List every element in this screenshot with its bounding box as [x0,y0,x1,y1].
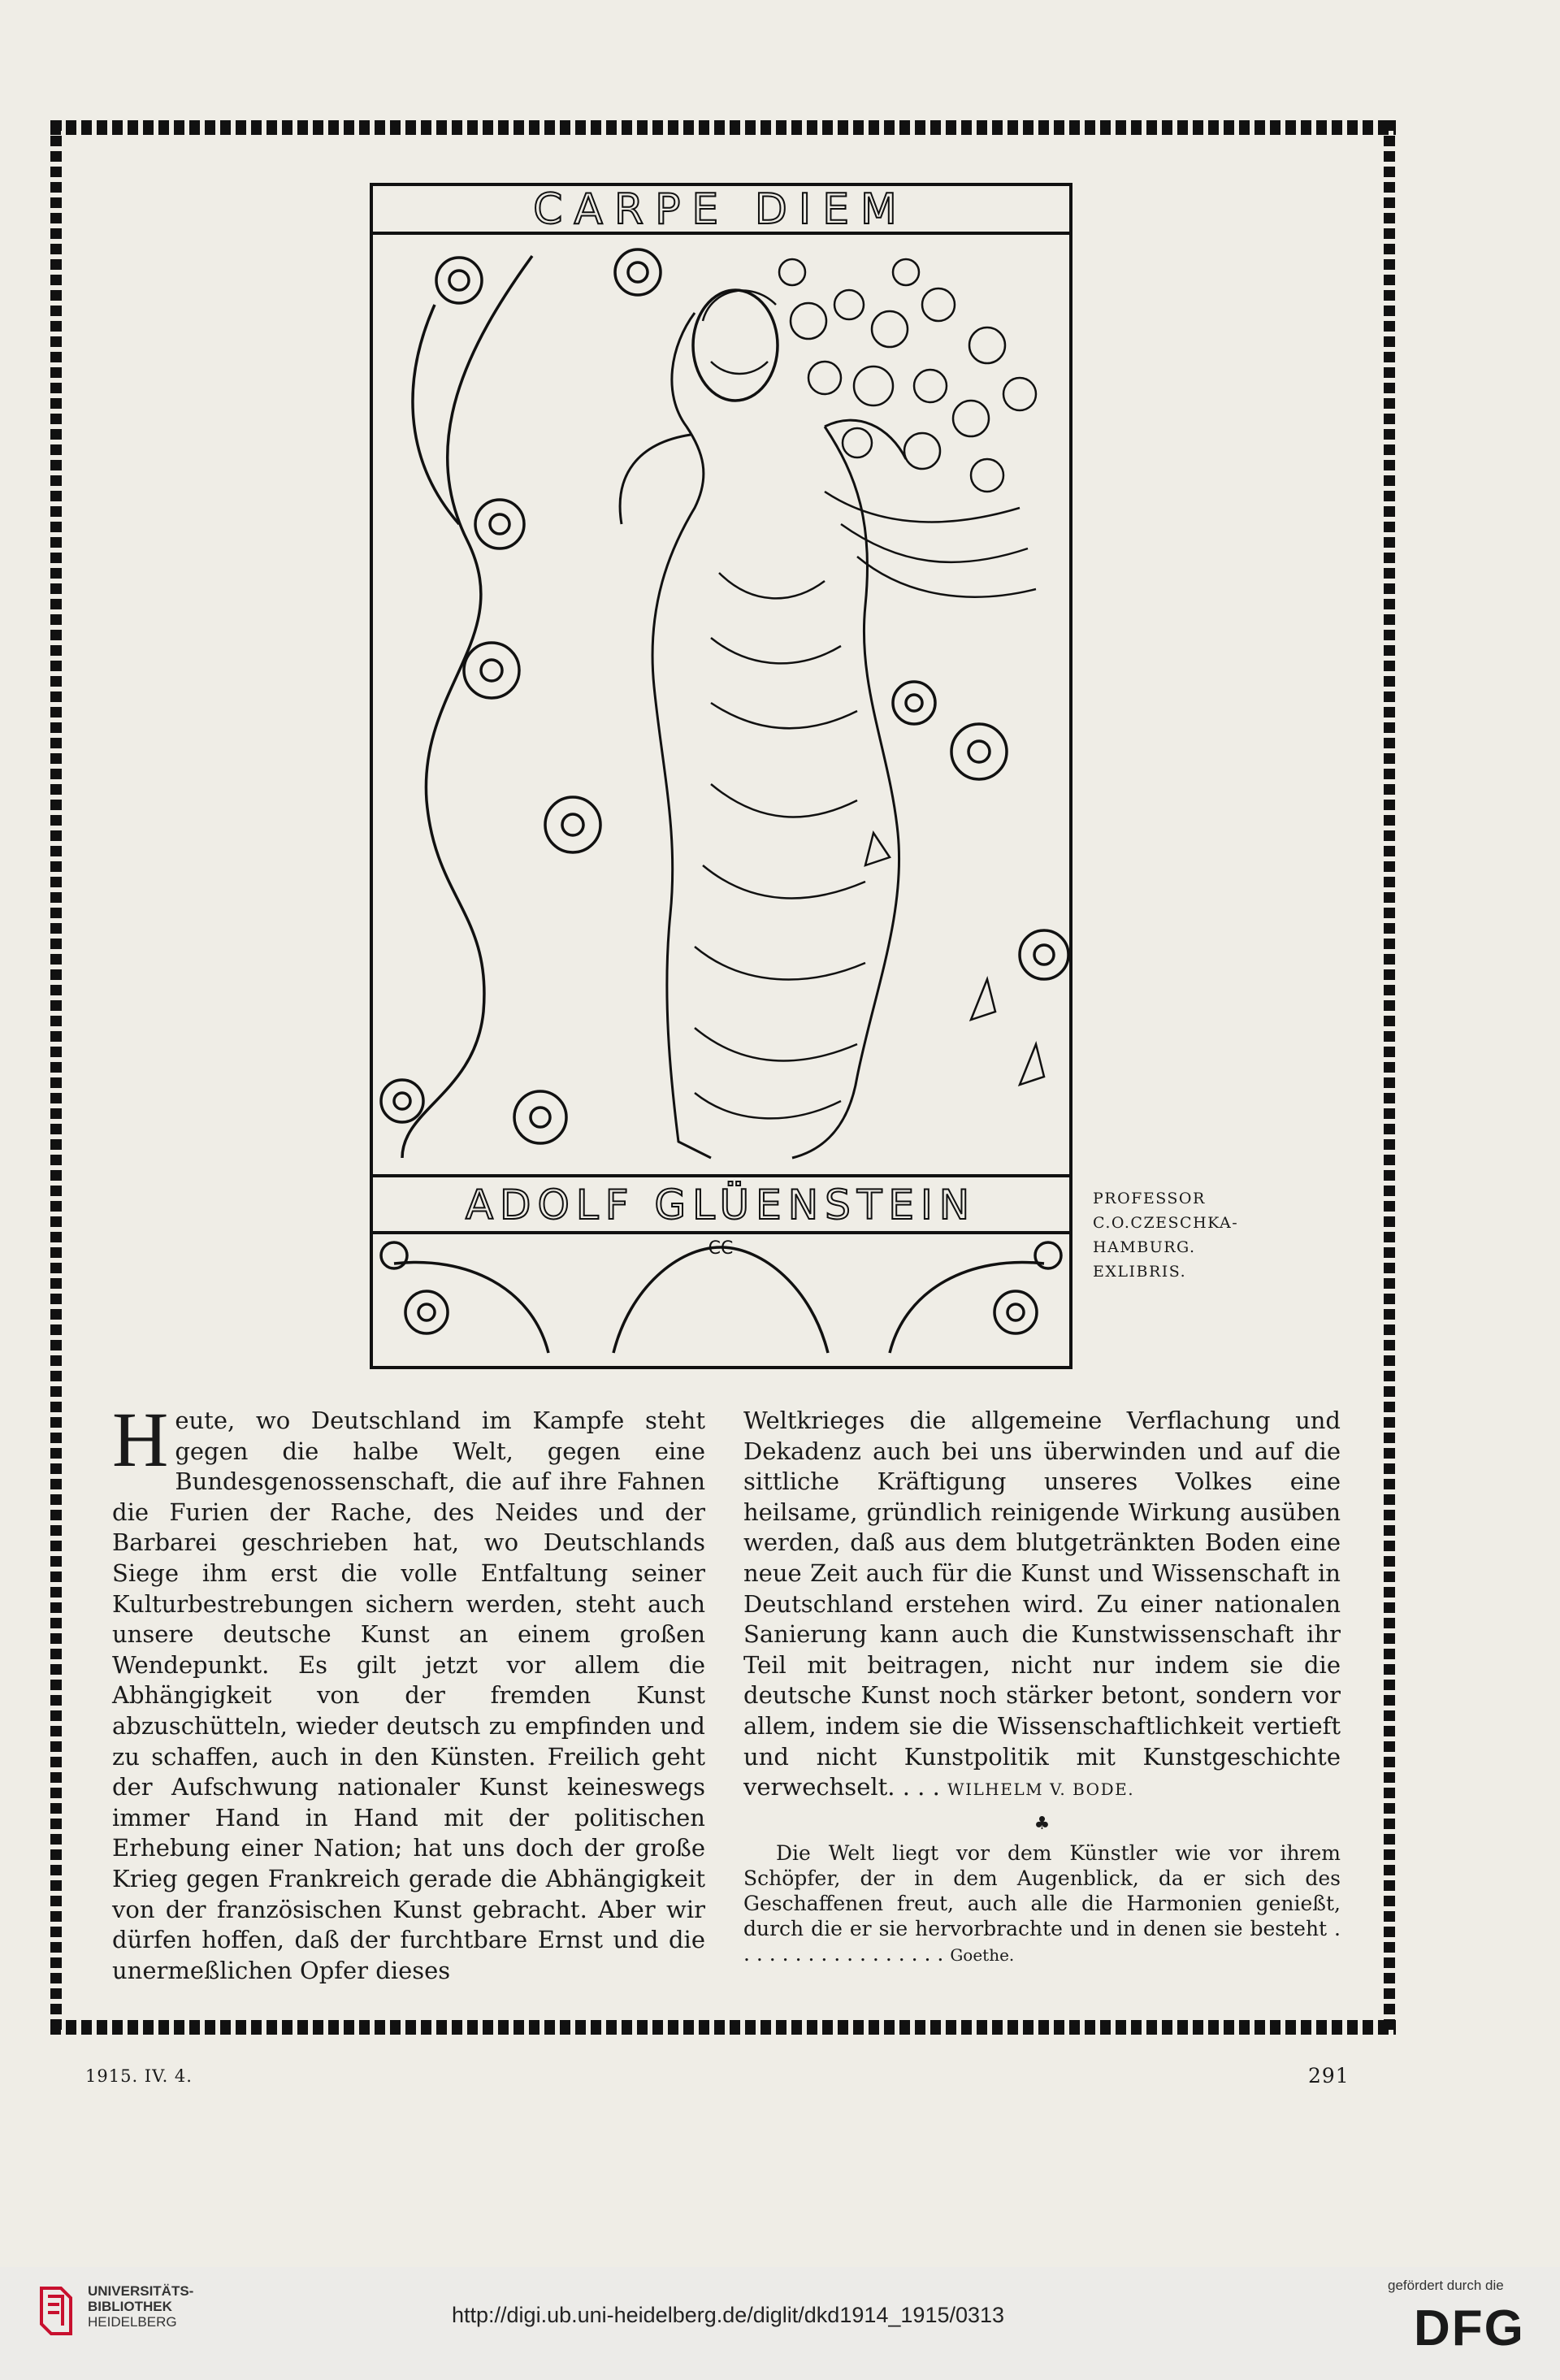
author-signature: WILHELM V. BODE. [947,1780,1135,1800]
border-top [50,120,1396,135]
text-column-right [743,1406,1341,1968]
exlibris-illustration [370,183,1072,1369]
caption-line: EXLIBRIS. [1093,1263,1187,1281]
article-text: eute, wo Deutschland im Kampfe steht gegen die halbe Welt, gegen eine Bundesgenossenschaft, die auf ihre Fahnen die Furien der Rache, des Neides und der Barbarei geschrieben hat, wo Deutschlands Siege ihm erst die volle Entfaltung seiner Kulturbestrebungen sichern werden, steht auch unsere deutsche Kunst an einem großen Wendepunkt. Es gilt jetzt vor allem die Abhängigkeit von der fremden Kunst abzuschütteln, wieder deutsch zu empfinden und zu schaffen, auch in den Künsten. Freilich geht der Aufschwung nationaler Kunst keineswegs immer Hand in Hand mit der politischen Erhebung einer Nation; hat uns doch der große Krieg gegen Frankreich gerade die Abhängigkeit von der französischen Kunst gebracht. Aber wir dürfen hoffen, daß der furchtbare Ernst und die unermeßlichen Opfer dieses [112,1407,705,1984]
text-column-left [112,1396,705,1986]
illustration-caption [1093,1186,1288,1284]
border-left [50,120,62,2035]
goethe-quote [743,1840,1341,1968]
border-right [1384,120,1395,2035]
library-logo-icon[interactable] [37,2285,76,2337]
top-inscription: CARPE DIEM [533,185,908,234]
quote-author: Goethe. [950,1945,1015,1966]
article-paragraph [112,1396,705,1986]
article-text-continued: Weltkrieges die allgemeine Verflachung und Dekadenz auch bei uns überwinden und auf die sittliche Kräftigung unseres Volkes eine heilsame, gründlich reinigende Wirkung ausüben werden, daß aus dem blutgetränkten Boden eine neue Zeit auch für die Kunst und Wissenschaft in Deutschland erstehen wird. Zu einer nationalen Sanierung kann auch die Kunstwissenschaft ihr Teil mit beitragen, nicht nur indem sie die deutsche Kunst noch stärker betont, sondern vor allem, indem sie die Wissenschaftlichkeit vertieft und nicht Kunstpolitik mit Kunstgeschichte verwechselt. . . . [743,1407,1341,1801]
monogram: CC [708,1238,734,1259]
library-line: HEIDELBERG [88,2314,177,2330]
caption-line: HAMBURG. [1093,1238,1196,1256]
issue-label: 1915. IV. 4. [85,2066,193,2086]
viewer-bottom-bar [0,2267,1560,2380]
library-line: BIBLIOTHEK [88,2299,172,2314]
page-number: 291 [1308,2064,1350,2087]
permalink-url[interactable]: http://digi.ub.uni-heidelberg.de/diglit/dkd1914_1915/0313 [452,2303,1005,2327]
caption-line: C.O.CZESCHKA- [1093,1214,1239,1232]
border-bottom [50,2020,1396,2035]
dfg-logo[interactable]: DFG [1414,2300,1525,2356]
funding-label: gefördert durch die [1388,2278,1504,2293]
library-name[interactable] [88,2283,193,2330]
bottom-inscription: ADOLF GLÜENSTEIN [465,1181,977,1229]
ornament-icon: ♣ [1034,1813,1051,1834]
article-paragraph-continued [743,1406,1341,1806]
library-line: UNIVERSITÄTS- [88,2283,194,2299]
drop-cap: H [112,1396,169,1483]
quote-text: Die Welt liegt vor dem Künstler wie vor ihrem Schöpfer, der in dem Augenblick, da er sich des Geschaffenen freut, auch alle die Harmonien genießt, durch die er sie hervorbrachte und in denen sie besteht . . . . . . . . . . . . . . . . . [743,1841,1341,1966]
caption-line: PROFESSOR [1093,1190,1206,1207]
